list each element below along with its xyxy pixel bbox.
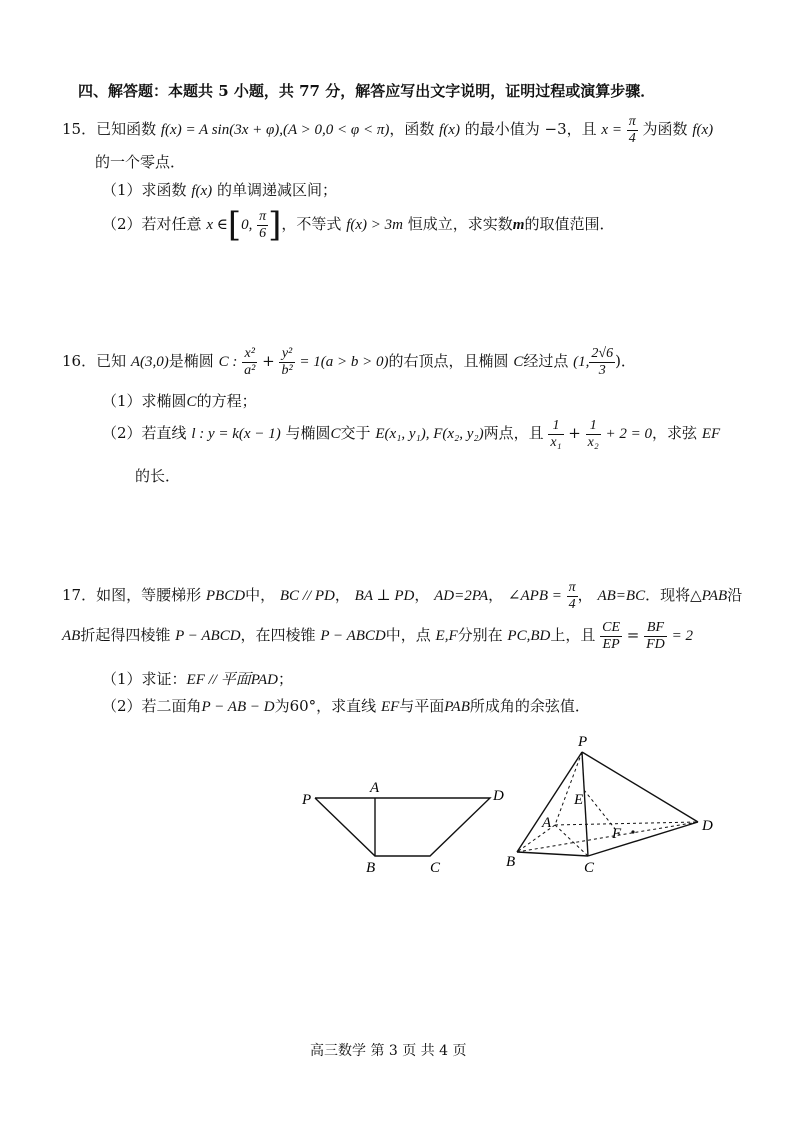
q17-line2: AB折起得四棱锥 P − ABCD，在四棱锥 P − ABCD中，点 E,F分别在 PC,BD上，且 $\frac{CE}{EP}$ = $\frac{BF}{FD}$ = 2: [62, 620, 693, 652]
edge-pb: [517, 752, 582, 852]
q16-one-over-x1: $\frac{1}{\text{x₁}}$: [550, 418, 562, 450]
q17-pi-over-4: $\frac{\pi}{4}$: [568, 580, 576, 612]
fig2-label-e: E: [574, 792, 584, 808]
q16-point-y: $\frac{2√6}{3}$: [591, 346, 614, 378]
q15-number: 15．: [62, 120, 97, 138]
edge-pd: [582, 752, 698, 822]
edge-cd: [588, 822, 698, 856]
q15-pi-over-6: $\frac{\pi}{6}$: [259, 209, 267, 241]
q16-point-a: A(3,0): [130, 354, 169, 370]
q15-part2: （2）若对任意 x ∈[0, $\frac{\pi}{6}$ ]，不等式 f(x) > 3m 恒成立，求实数m的取值范围．: [102, 205, 615, 245]
q16-part1: （1）求椭圆C的方程；: [102, 392, 257, 410]
q15-intro: 已知函数: [96, 120, 157, 138]
q17-bf-over-fd: $\frac{BF}{FD}$: [646, 620, 665, 652]
section-heading: 四、解答题：本题共 5 小题，共 77 分，解答应写出文字说明，证明过程或演算步骤．: [78, 82, 656, 100]
q17-part2: （2）若二面角P − AB − D为60°，求直线 EF与平面PAB所成角的余弦值．: [102, 697, 590, 715]
fig1-label-b: B: [366, 860, 376, 876]
edge-ad-dashed: [555, 822, 698, 825]
fig2-label-c: C: [584, 860, 595, 876]
q15-part1-f: f(x): [191, 183, 213, 199]
fig1-label-p: P: [302, 792, 312, 808]
q15-minval: 的最小值为 −3，且: [464, 120, 597, 138]
q16-number: 16．: [62, 352, 97, 370]
q16-one-over-x2: $\frac{1}{\text{x₂}}$: [587, 418, 599, 450]
q17-ce-over-ep: $\frac{CE}{EP}$: [602, 620, 621, 652]
fig2-label-a: A: [542, 815, 552, 831]
q15-part1: （1）求函数 f(x) 的单调递减区间；: [102, 181, 337, 199]
q15-fname: f(x): [439, 122, 460, 138]
q15-mid: ，函数: [389, 120, 435, 138]
q15-zero-text: 为函数: [642, 120, 688, 138]
q15-line2: 的一个零点．: [95, 153, 186, 171]
trapezoid-outline: [315, 798, 490, 856]
fig2-label-f: F: [612, 826, 622, 842]
q16-part2: （2）若直线 l : y = k(x − 1) 与椭圆C交于 E(x₁, y₁), F(x₂, y₂)两点，且 $\frac{1}{\text{x₁}}$ + $\frac{1}{\text{x₂}}$ + 2 = 0，求弦 EF: [102, 418, 721, 450]
figure-trapezoid: [290, 770, 520, 880]
fig1-label-a: A: [370, 780, 380, 796]
fig1-label-d: D: [493, 788, 504, 804]
fig1-label-c: C: [430, 860, 441, 876]
q15-pi-over-4: $\frac{\pi}{4}$: [628, 114, 636, 146]
q15-fname2: f(x): [692, 122, 714, 138]
edge-bc: [517, 852, 588, 856]
fig2-label-p: P: [578, 734, 588, 750]
q16-part2-end: 的长．: [135, 467, 181, 485]
q16-line1: 16．已知 A(3,0)是椭圆 C : $\frac{\text{x²}}{\text{a²}}$ + $\frac{\text{y²}}{\text{b²}}$ = 1(a > b > 0)的右顶点，且椭圆 C经过点 (1, $\frac{2√6}{3}$ )．: [62, 346, 636, 378]
point-f-dot: [631, 830, 634, 833]
q15-line1: [62, 113, 713, 146]
fig2-label-d: D: [702, 818, 713, 834]
q15-function: f(x) = A sin(3x + φ),(A > 0,0 < φ < π): [160, 122, 390, 138]
figure-pyramid: [500, 732, 725, 882]
q16-x2-over-a2: $\frac{\text{x²}}{\text{a²}}$: [244, 346, 256, 378]
q17-part1: （1）求证：EF // 平面PAD；: [102, 670, 293, 688]
fig2-label-b: B: [506, 854, 516, 870]
q16-y2-over-b2: $\frac{\text{y²}}{\text{b²}}$: [281, 346, 293, 378]
edge-ac-dashed: [555, 825, 588, 856]
page-footer: 高三数学 第 3 页 共 4 页: [310, 1043, 467, 1059]
q15-xeq: x =: [601, 122, 622, 138]
q17-number: 17．: [62, 586, 97, 604]
q17-line1: 17．如图，等腰梯形 PBCD中， BC // PD， BA ⊥ PD， AD=2PA， ∠APB = $\frac{\pi}{4}$ ， AB=BC．现将△PAB沿: [62, 580, 743, 612]
